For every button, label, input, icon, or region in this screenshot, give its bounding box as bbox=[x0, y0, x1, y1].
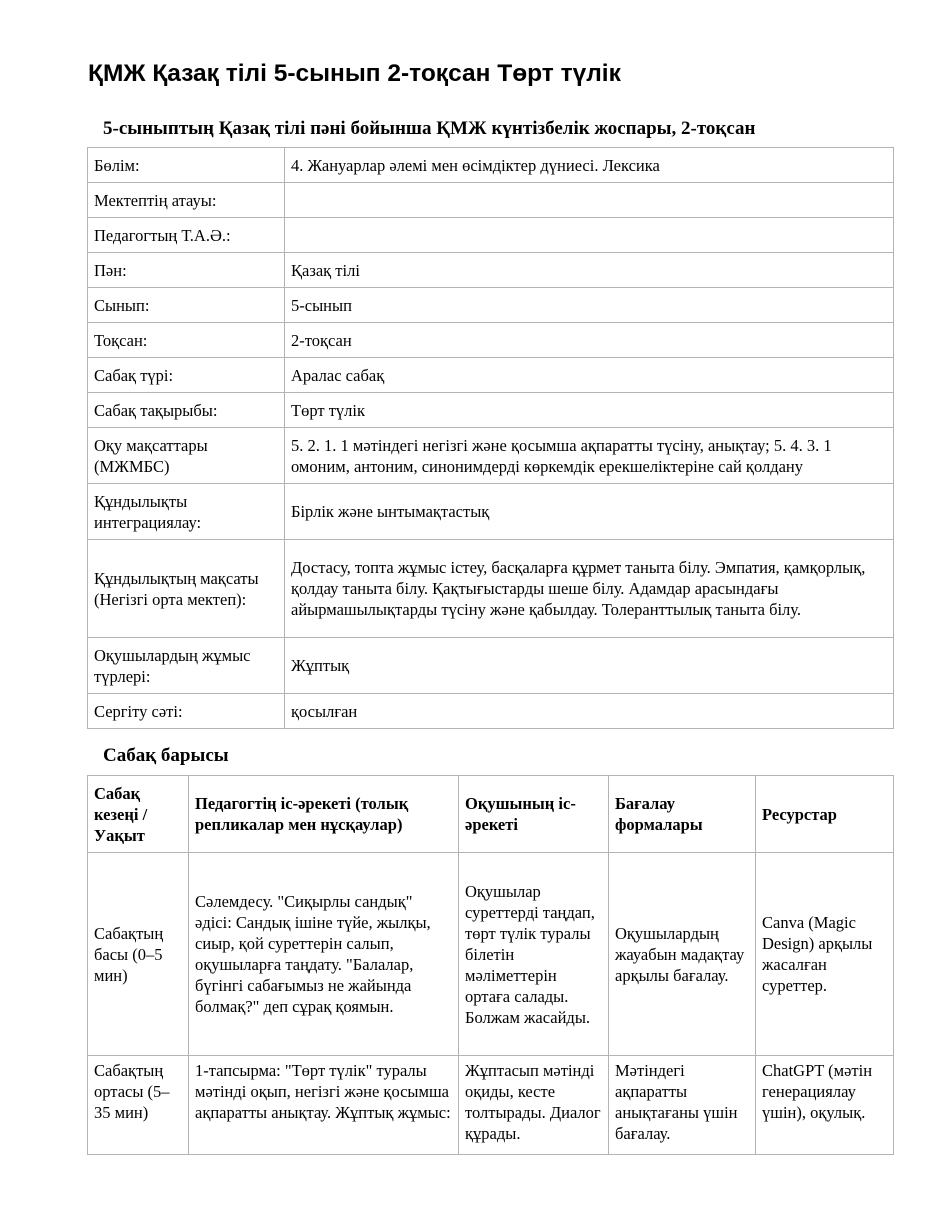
resources-cell: Canva (Magic Design) арқылы жасалған суреттер. bbox=[756, 853, 894, 1056]
student-activity-cell: Жұптасып мәтінді оқиды, кесте толтырады. Диалог құрады. bbox=[459, 1056, 609, 1155]
student-activity-cell: Оқушылар суреттерді таңдап, төрт түлік туралы білетін мәліметтерін ортаға салады. Болжам жасайды. bbox=[459, 853, 609, 1056]
column-header: Оқушының іс-әрекеті bbox=[459, 776, 609, 853]
info-value: Бірлік және ынтымақтастық bbox=[285, 484, 894, 540]
table-header-row bbox=[88, 776, 894, 853]
info-value: Жұптық bbox=[285, 638, 894, 694]
assessment-cell: Оқушылардың жауабын мадақтау арқылы бағалау. bbox=[609, 853, 756, 1056]
stage-cell: Сабақтың ортасы (5–35 мин) bbox=[88, 1056, 189, 1155]
table-row bbox=[88, 393, 894, 428]
lesson-info-table bbox=[87, 147, 894, 729]
info-value: 4. Жануарлар әлемі мен өсімдіктер дүниесі. Лексика bbox=[285, 148, 894, 183]
info-label: Мектептің атауы: bbox=[88, 183, 285, 218]
info-label: Құндылықтың мақсаты (Негізгі орта мектеп): bbox=[88, 540, 285, 638]
info-label: Оқу мақсаттары (МЖМБС) bbox=[88, 428, 285, 484]
teacher-activity-cell: 1-тапсырма: "Төрт түлік" туралы мәтінді оқып, негізгі және қосымша ақпаратты анықтау. Жұптық жұмыс: bbox=[189, 1056, 459, 1155]
info-label: Құндылықты интеграциялау: bbox=[88, 484, 285, 540]
teacher-activity-cell: Сәлемдесу. "Сиқырлы сандық" әдісі: Сандық ішіне түйе, жылқы, сиыр, қой суреттерін салып, оқушыларға таңдату. "Балалар, бүгінгі сабағымыз не жайында болмақ?" деп сұрақ қоямын. bbox=[189, 853, 459, 1056]
info-label: Сабақ тақырыбы: bbox=[88, 393, 285, 428]
info-value: 5-сынып bbox=[285, 288, 894, 323]
assessment-cell: Мәтіндегі ақпаратты анықтағаны үшін бағалау. bbox=[609, 1056, 756, 1155]
table-row bbox=[88, 323, 894, 358]
column-header: Сабақ кезеңі / Уақыт bbox=[88, 776, 189, 853]
table-row bbox=[88, 428, 894, 484]
info-label: Сынып: bbox=[88, 288, 285, 323]
info-value bbox=[285, 218, 894, 253]
section-title: Сабақ барысы bbox=[103, 745, 229, 766]
info-label: Бөлім: bbox=[88, 148, 285, 183]
stage-cell: Сабақтың басы (0–5 мин) bbox=[88, 853, 189, 1056]
column-header: Бағалау формалары bbox=[609, 776, 756, 853]
table-row bbox=[88, 638, 894, 694]
column-header: Ресурстар bbox=[756, 776, 894, 853]
info-value: Төрт түлік bbox=[285, 393, 894, 428]
plan-subtitle: 5-сыныптың Қазақ тілі пәні бойынша ҚМЖ күнтізбелік жоспары, 2-тоқсан bbox=[103, 118, 756, 139]
table-row bbox=[88, 853, 894, 1056]
info-label: Оқушылардың жұмыс түрлері: bbox=[88, 638, 285, 694]
info-value: Қазақ тілі bbox=[285, 253, 894, 288]
table-row bbox=[88, 183, 894, 218]
info-label: Пән: bbox=[88, 253, 285, 288]
resources-cell: ChatGPT (мәтін генерациялау үшін), оқулық. bbox=[756, 1056, 894, 1155]
info-value: 5. 2. 1. 1 мәтіндегі негізгі және қосымша ақпаратты түсіну, анықтау; 5. 4. 3. 1 омоним, антоним, синонимдерді көркемдік ерекшеліктеріне сай қолдану bbox=[285, 428, 894, 484]
info-label: Педагогтың Т.А.Ә.: bbox=[88, 218, 285, 253]
info-value bbox=[285, 183, 894, 218]
table-row bbox=[88, 148, 894, 183]
table-row bbox=[88, 253, 894, 288]
info-label: Тоқсан: bbox=[88, 323, 285, 358]
column-header: Педагогтің іс-әрекеті (толық репликалар мен нұсқаулар) bbox=[189, 776, 459, 853]
info-value: 2-тоқсан bbox=[285, 323, 894, 358]
info-value: қосылған bbox=[285, 694, 894, 729]
table-row bbox=[88, 288, 894, 323]
info-label: Сабақ түрі: bbox=[88, 358, 285, 393]
info-value: Достасу, топта жұмыс істеу, басқаларға құрмет таныта білу. Эмпатия, қамқорлық, қолдау таныта білу. Қақтығыстарды шеше білу. Адамдар арасындағы айырмашылықтарды түсіну және қабылдау. Толеранттылық таныта білу. bbox=[285, 540, 894, 638]
lesson-flow-table bbox=[87, 775, 894, 1155]
table-row bbox=[88, 218, 894, 253]
table-row bbox=[88, 694, 894, 729]
table-row bbox=[88, 484, 894, 540]
info-value: Аралас сабақ bbox=[285, 358, 894, 393]
info-label: Сергіту сәті: bbox=[88, 694, 285, 729]
table-row bbox=[88, 358, 894, 393]
document-title: ҚМЖ Қазақ тілі 5-сынып 2-тоқсан Төрт түлік bbox=[88, 60, 621, 87]
table-row bbox=[88, 1056, 894, 1155]
table-row bbox=[88, 540, 894, 638]
